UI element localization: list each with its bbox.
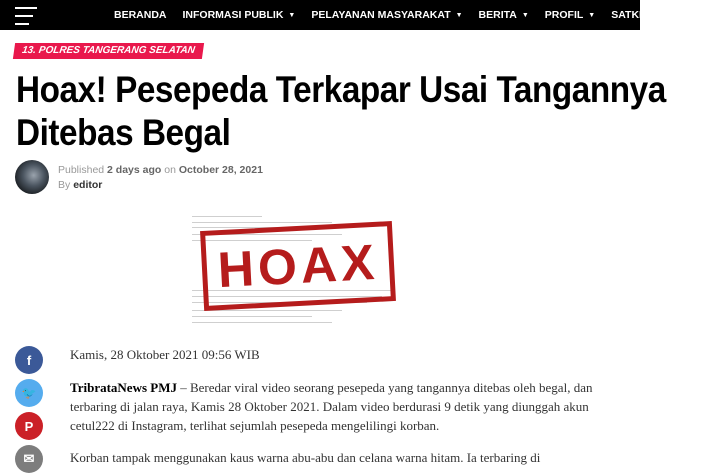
source-name: TribrataNews PMJ (70, 380, 177, 395)
article-hero-image (188, 210, 404, 330)
twitter-share-button[interactable] (15, 379, 43, 407)
publish-date: October 28, 2021 (178, 164, 263, 176)
twitter-icon: 🐦 (21, 386, 37, 400)
email-share-button[interactable] (15, 445, 43, 473)
chevron-down-icon: ▼ (588, 11, 596, 19)
nav-item-label: POLRE (681, 9, 718, 21)
hoax-stamp-text: HOAX (216, 233, 380, 299)
facebook-share-button[interactable] (15, 346, 43, 374)
category-tag[interactable]: 13. POLRES TANGERANG SELATAN (13, 43, 204, 59)
nav-item-berita[interactable] (479, 9, 529, 21)
avatar[interactable] (15, 160, 49, 194)
published-meta (58, 164, 263, 176)
article-paragraph (70, 378, 600, 435)
facebook-icon: f (26, 352, 32, 368)
nav-item-satker[interactable] (611, 9, 665, 21)
top-navigation-bar (0, 0, 718, 30)
title-line: Hoax! Pesepeda Terkapar Usai Tangannya (16, 69, 666, 110)
chevron-down-icon: ▼ (521, 11, 529, 19)
nav-item-informasi-publik[interactable] (183, 9, 296, 21)
by-label: By (58, 179, 71, 191)
chevron-down-icon: ▼ (288, 11, 296, 19)
nav-item-label: SATKER (611, 9, 654, 21)
main-nav (106, 0, 726, 30)
nav-item-label: INFORMASI PUBLIK (182, 9, 284, 21)
relative-time: 2 days ago (107, 164, 162, 176)
nav-item-beranda[interactable] (114, 9, 167, 21)
nav-item-label: PROFIL (544, 9, 584, 21)
paragraph-text: – Beredar viral video seorang pesepeda yang tangannya ditebas oleh begal, dan terbaring di jalan raya, Kamis 28 Oktober 2021. Dalam video berdurasi 9 detik yang diunggah akun cetul222 di Instagram, terlihat sejumlah pesepeda mengelilingi korban. (70, 380, 593, 433)
published-label: Published (58, 164, 105, 176)
nav-item-profil[interactable] (545, 9, 595, 21)
nav-item-label: BERITA (478, 9, 517, 21)
hamburger-menu-icon[interactable] (15, 7, 37, 25)
article-dateline: Kamis, 28 Oktober 2021 09:56 WIB (70, 347, 260, 362)
nav-item-label: PELAYANAN MASYARAKAT (311, 9, 451, 21)
pinterest-icon: P (24, 418, 34, 434)
chevron-down-icon: ▼ (658, 11, 666, 19)
nav-item-pelayanan-masyarakat[interactable] (311, 9, 462, 21)
hoax-stamp (200, 221, 396, 311)
paragraph-text: Korban tampak menggunakan kaus warna abu-abu dan celana warna hitam. Ia terbaring di (70, 450, 541, 465)
article-title (16, 68, 666, 154)
author-meta (58, 179, 102, 191)
email-icon: ✉ (23, 451, 35, 466)
nav-item-polres[interactable] (682, 9, 718, 21)
author-link[interactable]: editor (73, 179, 103, 191)
chevron-down-icon: ▼ (455, 11, 463, 19)
pinterest-share-button[interactable] (15, 412, 43, 440)
on-label: on (164, 164, 176, 176)
article-paragraph (70, 448, 600, 467)
nav-item-label: BERANDA (114, 9, 167, 21)
title-line: Ditebas Begal (16, 112, 231, 153)
